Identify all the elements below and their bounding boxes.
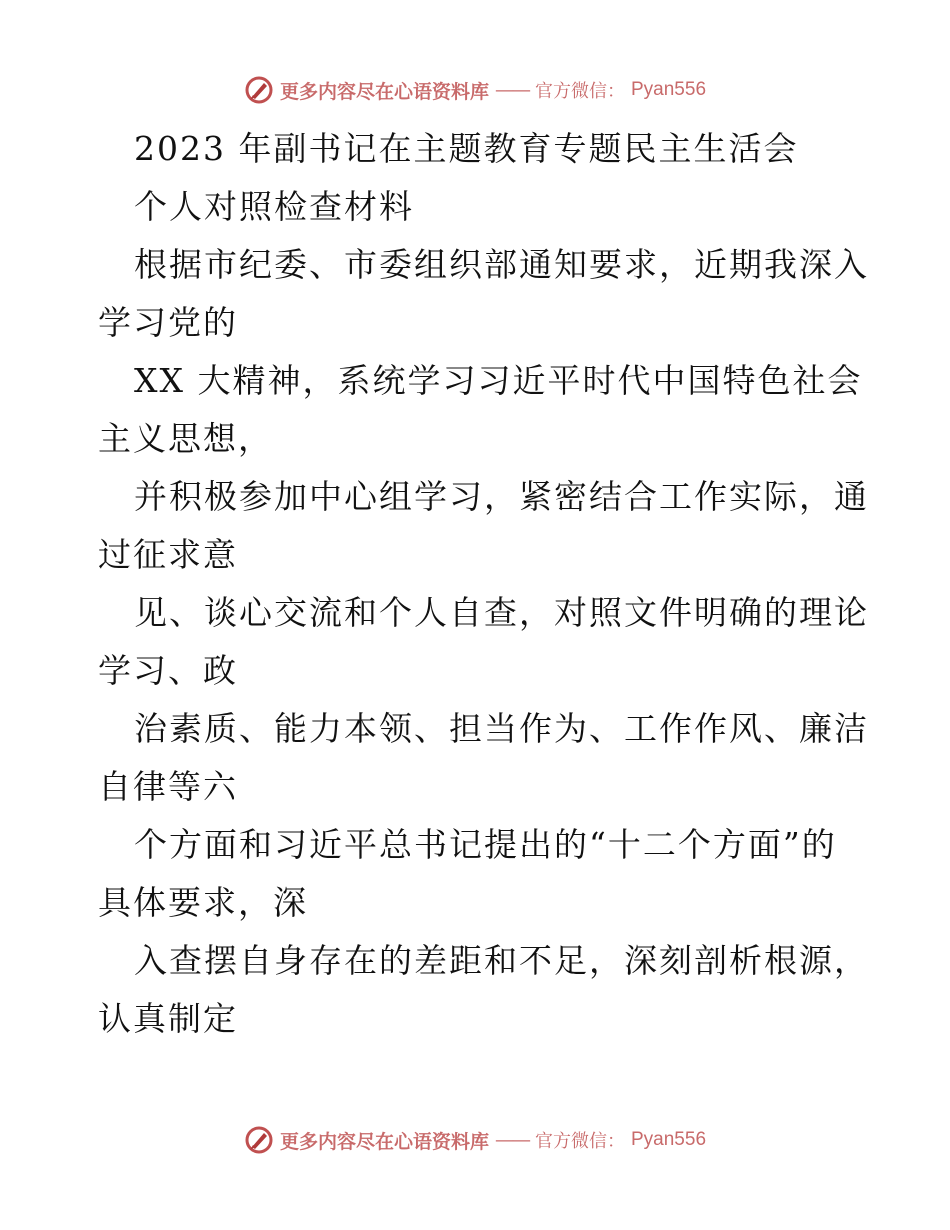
banner-brand-text: 更多内容尽在心语资料库 <box>279 1130 489 1153</box>
pen-nib-circle-icon <box>244 1125 274 1155</box>
footer-banner <box>0 1122 950 1158</box>
document-title-line-1: 2023 年副书记在主题教育专题民主生活会 <box>134 129 799 168</box>
banner-official-label: 官方微信： <box>535 1131 625 1152</box>
banner-separator: —— <box>495 79 529 101</box>
banner-separator: —— <box>495 1129 529 1151</box>
paragraph-line: 过征求意 <box>98 535 238 574</box>
header-banner <box>0 72 950 108</box>
document-body <box>98 120 869 1048</box>
banner-official-label: 官方微信： <box>535 81 625 102</box>
paragraph-line: 主义思想， <box>98 419 273 458</box>
banner-wechat-id: Pyan556 <box>631 1129 707 1150</box>
paragraph-line: 个方面和习近平总书记提出的“十二个方面”的 <box>134 825 837 864</box>
paragraph-line: 认真制定 <box>98 999 238 1038</box>
pen-nib-circle-icon <box>244 75 274 105</box>
paragraph-line: 学习、政 <box>98 651 238 690</box>
paragraph-line: 入查摆自身存在的差距和不足，深刻剖析根源， <box>134 941 869 980</box>
document-title-line-2: 个人对照检查材料 <box>134 187 414 226</box>
paragraph-line: 治素质、能力本领、担当作为、工作作风、廉洁 <box>134 709 869 748</box>
paragraph-line: 并积极参加中心组学习，紧密结合工作实际，通 <box>134 477 869 516</box>
paragraph-line: 学习党的 <box>98 303 238 342</box>
paragraph-line: 自律等六 <box>98 767 238 806</box>
paragraph-line: 具体要求，深 <box>98 883 308 922</box>
paragraph-line: 根据市纪委、市委组织部通知要求，近期我深入 <box>134 245 869 284</box>
banner-wechat-id: Pyan556 <box>631 79 707 100</box>
paragraph-line: XX 大精神，系统学习习近平时代中国特色社会 <box>134 361 863 400</box>
paragraph-line: 见、谈心交流和个人自查，对照文件明确的理论 <box>134 593 869 632</box>
banner-brand-text: 更多内容尽在心语资料库 <box>279 80 489 103</box>
